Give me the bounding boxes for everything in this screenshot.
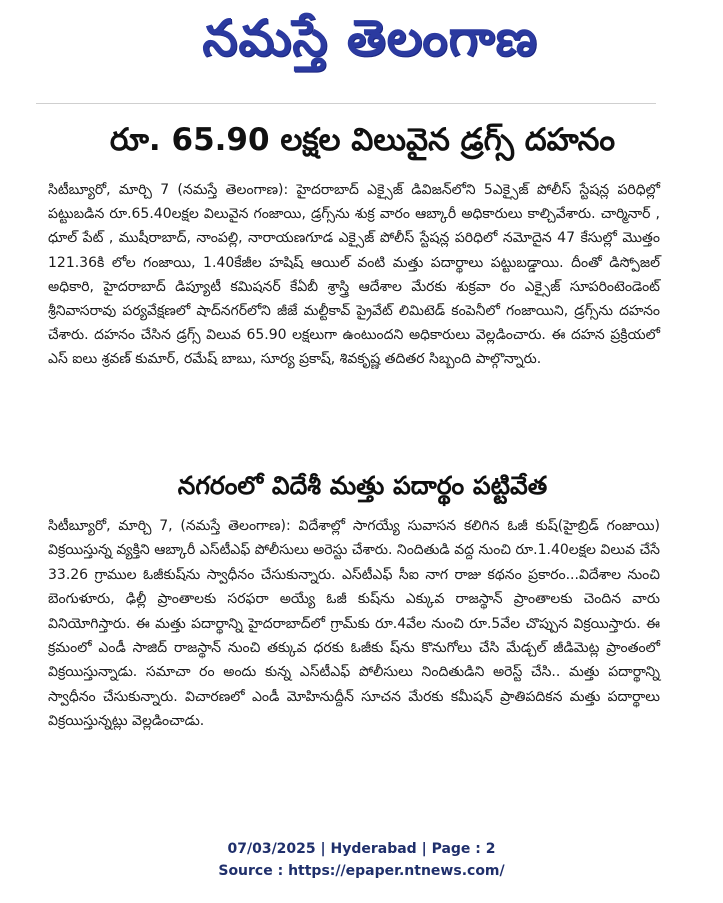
article-2-headline: నగరంలో విదేశీ మత్తు పదార్థం పట్టివేత	[177, 471, 548, 500]
date-edition-page: 07/03/2025 | Hyderabad | Page : 2	[227, 841, 496, 857]
source-url: Source : https://epaper.ntnews.com/	[218, 863, 505, 879]
article-1-headline: రూ. 65.90 లక్షల విలువైన డ్రగ్స్ దహనం	[109, 122, 616, 158]
article-2-body: సిటీబ్యూరో, మార్చి 7, (నమస్తే తెలంగాణ): విదేశాల్లో సాగయ్యే సువాసన కలిగిన ఓజీ కుష్(హైబ్రిడ్ గంజాయి) విక్రయిస్తున్న వ్యక్తిని ఆబ్కారీ ఎస్‌టీఎఫ్ పోలీసులు అరెస్టు చేశారు. నిందితుడి వద్ద నుంచి రూ.1.40లక్షల విలువ చేసే 33.26 గ్రాముల ఓజీకుష్‌ను స్వాధీనం చేసుకున్నారు. ఎస్‌టీఎఫ్ సీఐ నాగ రాజు కథనం ప్రకారం...విదేశాల నుంచి బెంగుళూరు, ఢిల్లీ ప్రాంతాలకు సరఫరా అయ్యే ఓజీ కుష్‌ను ఎక్కువ రాజస్థాన్ ప్రాంతాలకు చెందిన వారు వినియోగిస్తారు. ఈ మత్తు పదార్థాన్ని హైదరాబాద్‌లో గ్రామ్‌కు రూ.4వేల నుంచి రూ.5వేల చొప్పున విక్రయిస్తారు. ఈ క్రమంలో ఎండీ సాజిద్ రాజస్థాన్ నుంచి తక్కువ ధరకు ఓజీకు ష్‌ను కొనుగోలు చేసి మేడ్చల్ జీడిమెట్ల ప్రాంతంలో విక్రయిస్తున్నాడు. సమాచా రం అందు కున్న ఎస్‌టీఎఫ్ పోలీసులు నిందితుడిని అరెస్ట్ చేసి.. మత్తు పదార్థాన్ని స్వాధీనం చేసుకున్నారు. విచారణలో ఎండీ మోహినుద్దీన్ సూచన మేరకు కమీషన్ ప్రాతిపదికన మత్తు పదార్థాలు విక్రయిస్తున్నట్లు వెల్లడించాడు.	[48, 518, 660, 730]
source-footer	[0, 838, 723, 882]
newspaper-masthead-logo: నమస్తే తెలంగాణ	[202, 8, 538, 67]
article-1-body: సిటీబ్యూరో, మార్చి 7 (నమస్తే తెలంగాణ): హైదరాబాద్ ఎక్సైజ్ డివిజన్‌లోని 5ఎక్సైజ్ పోలీస్ స్టేషన్ల పరిధిల్లో పట్టుబడిన రూ.65.40లక్షల విలువైన గంజాయి, డ్రగ్స్‌ను శుక్ర వారం ఆబ్కారీ అధికారులు కాల్చివేశారు. చార్మినార్ , ధూల్ పేట్ , ముషీరాబాద్, నాంపల్లి, నారాయణగూడ ఎక్సైజ్ పోలీస్ స్టేషన్ల పరిధిలో నమోదైన 47 కేసుల్లో మొత్తం 121.36కి లోల గంజాయి, 1.40కేజీల హషిష్ ఆయిల్ వంటి మత్తు పదార్థాలు పట్టుబడ్డాయి. దీంతో డిస్పోజల్ అధికారి, హైదరాబాద్ డిప్యూటీ కమిషనర్ కేఏబీ శ్రాస్త్రి ఆదేశాల మేరకు శుక్రవా రం ఎక్సైజ్ సూపరింటెండెంట్ శ్రీనివాసరావు పర్యవేక్షణలో షాద్‌నగర్‌లోని జీజే మల్టీకావ్ ప్రైవేట్ లిమిటెడ్ కంపెనీలో గంజాయిని, డ్రగ్స్‌ను దహనం చేశారు. దహనం చేసిన డ్రగ్స్ విలువ 65.90 లక్షలుగా ఉంటుందని అధికారులు వెల్లడించారు. ఈ దహన ప్రక్రియలో ఎస్ ఐలు శ్రవణ్ కుమార్, రమేష్ బాబు, సూర్య ప్రకాష్, శివకృష్ణ తదితర సిబ్బంది పాల్గొన్నారు.	[48, 182, 660, 368]
header-divider	[36, 103, 656, 104]
